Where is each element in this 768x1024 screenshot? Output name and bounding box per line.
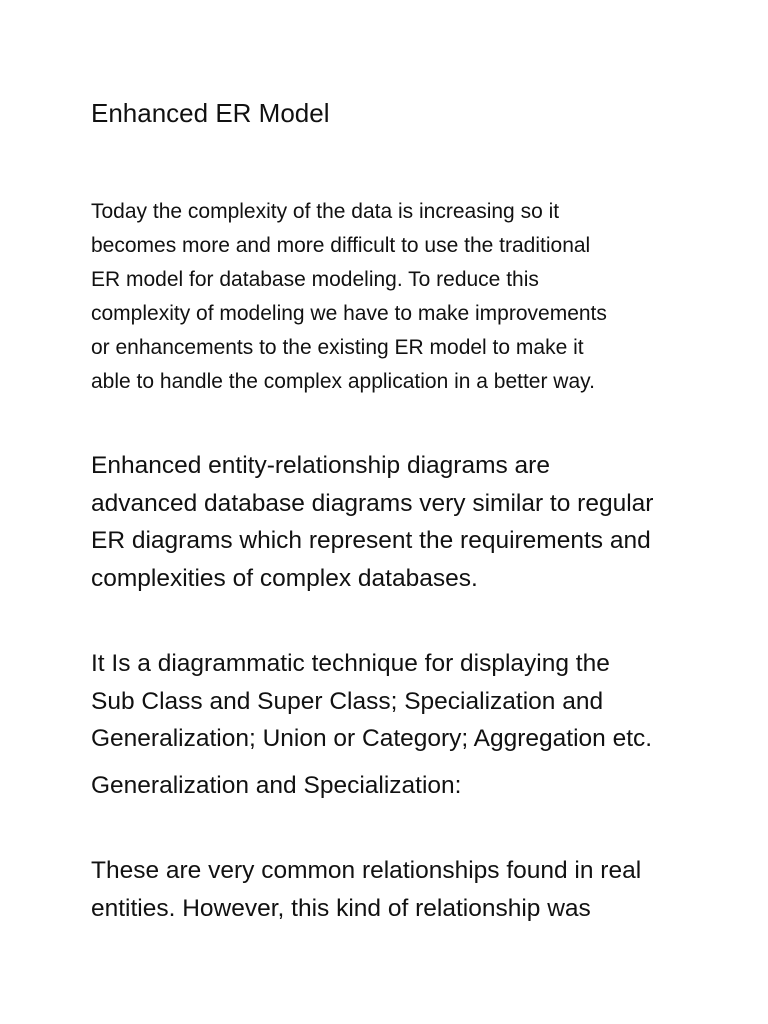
paragraph-line: ER model for database modeling. To reduce this bbox=[91, 268, 539, 291]
intro-paragraph bbox=[91, 195, 607, 399]
paragraph-line: complexity of modeling we have to make improvements bbox=[91, 302, 607, 325]
paragraph-line: These are very common relationships found in real bbox=[91, 857, 642, 884]
paragraph-line: able to handle the complex application in a better way. bbox=[91, 370, 595, 393]
paragraph-line: Generalization; Union or Category; Aggregation etc. bbox=[91, 725, 653, 752]
relationships-paragraph bbox=[91, 852, 641, 927]
paragraph-line: complexities of complex databases. bbox=[91, 564, 478, 592]
paragraph-line: Sub Class and Super Class; Specialization and bbox=[91, 687, 604, 715]
paragraph-line: entities. However, this kind of relationship was bbox=[91, 894, 591, 922]
paragraph-line: It Is a diagrammatic technique for displaying the bbox=[91, 650, 610, 677]
paragraph-line: advanced database diagrams very similar to regular bbox=[91, 489, 654, 517]
paragraph-line: becomes more and more difficult to use the traditional bbox=[91, 234, 591, 257]
section-heading: Generalization and Specialization: bbox=[91, 772, 462, 799]
eer-definition-paragraph bbox=[91, 447, 653, 597]
paragraph-line: Enhanced entity-relationship diagrams are bbox=[91, 452, 550, 479]
paragraph-line: or enhancements to the existing ER model to make it bbox=[91, 336, 584, 359]
technique-paragraph bbox=[91, 645, 652, 758]
paragraph-line: ER diagrams which represent the requirements and bbox=[91, 527, 651, 554]
page-title: Enhanced ER Model bbox=[91, 98, 330, 128]
paragraph-line: Today the complexity of the data is increasing so it bbox=[91, 200, 560, 223]
